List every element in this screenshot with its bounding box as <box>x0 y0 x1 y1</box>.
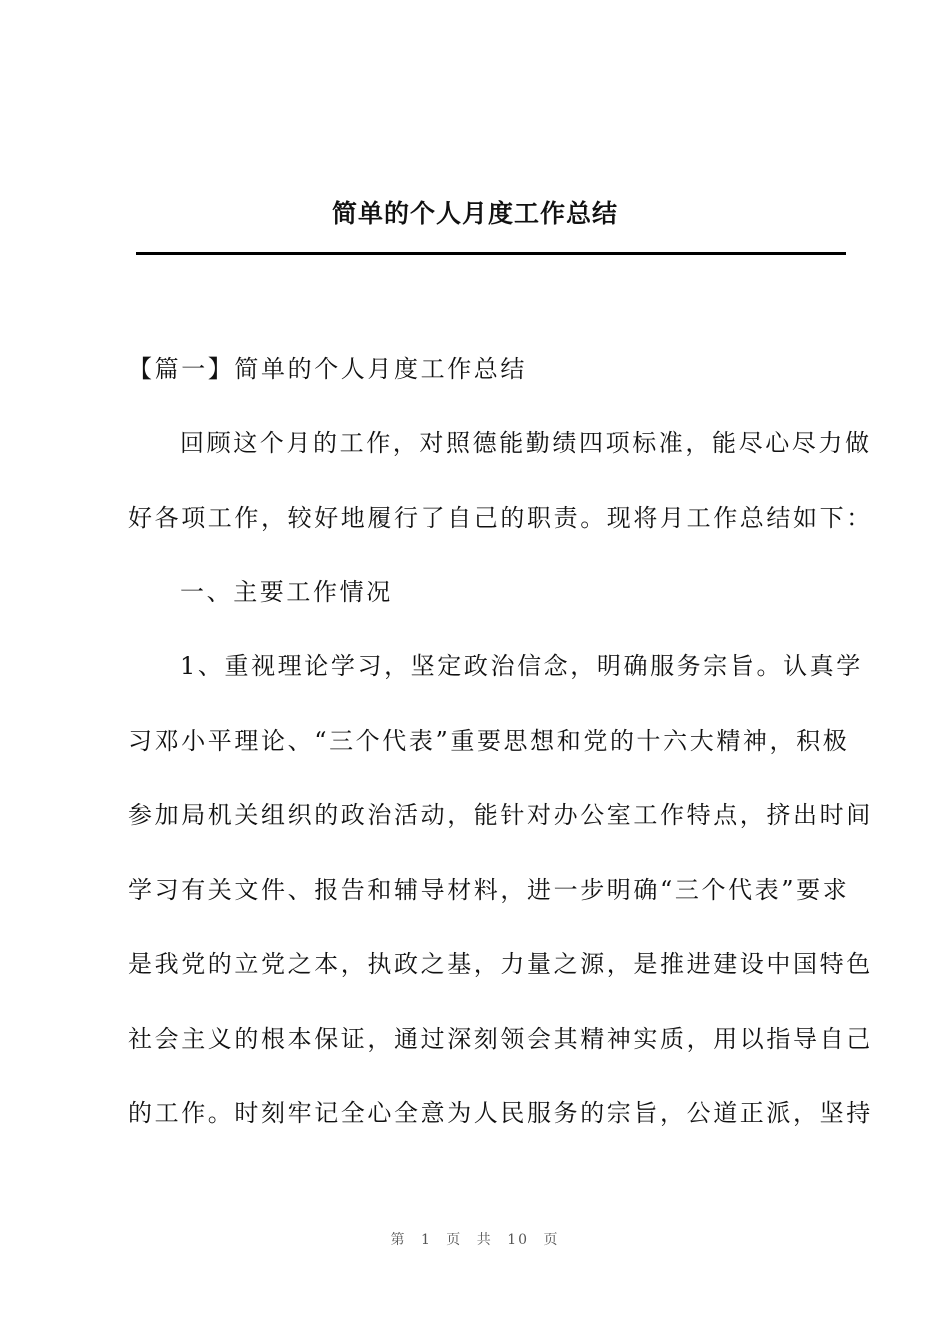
paragraph-line: 习邓小平理论、“三个代表”重要思想和党的十六大精神，积极 <box>128 727 850 755</box>
paragraph-line: 参加局机关组织的政治活动，能针对办公室工作特点，挤出时间 <box>128 801 873 829</box>
paragraph-line: 是我党的立党之本，执政之基，力量之源，是推进建设中国特色 <box>128 950 873 978</box>
page-number-footer: 第 1 页 共 10 页 <box>390 1232 560 1248</box>
paragraph-line: 学习有关文件、报告和辅导材料，进一步明确“三个代表”要求 <box>128 876 850 904</box>
subsection-heading: 一、主要工作情况 <box>180 578 393 606</box>
title-underline <box>136 252 846 255</box>
section-heading: 【篇一】简单的个人月度工作总结 <box>128 355 527 383</box>
document-title: 简单的个人月度工作总结 <box>331 199 618 228</box>
paragraph-line: 回顾这个月的工作，对照德能勤绩四项标准，能尽心尽力做 <box>180 429 872 457</box>
paragraph-line: 1、重视理论学习，坚定政治信念，明确服务宗旨。认真学 <box>180 652 863 680</box>
paragraph-line: 的工作。时刻牢记全心全意为人民服务的宗旨，公道正派，坚持 <box>128 1099 873 1127</box>
paragraph-line: 好各项工作，较好地履行了自己的职责。现将月工作总结如下： <box>128 504 873 532</box>
paragraph-line: 社会主义的根本保证，通过深刻领会其精神实质，用以指导自己 <box>128 1025 873 1053</box>
